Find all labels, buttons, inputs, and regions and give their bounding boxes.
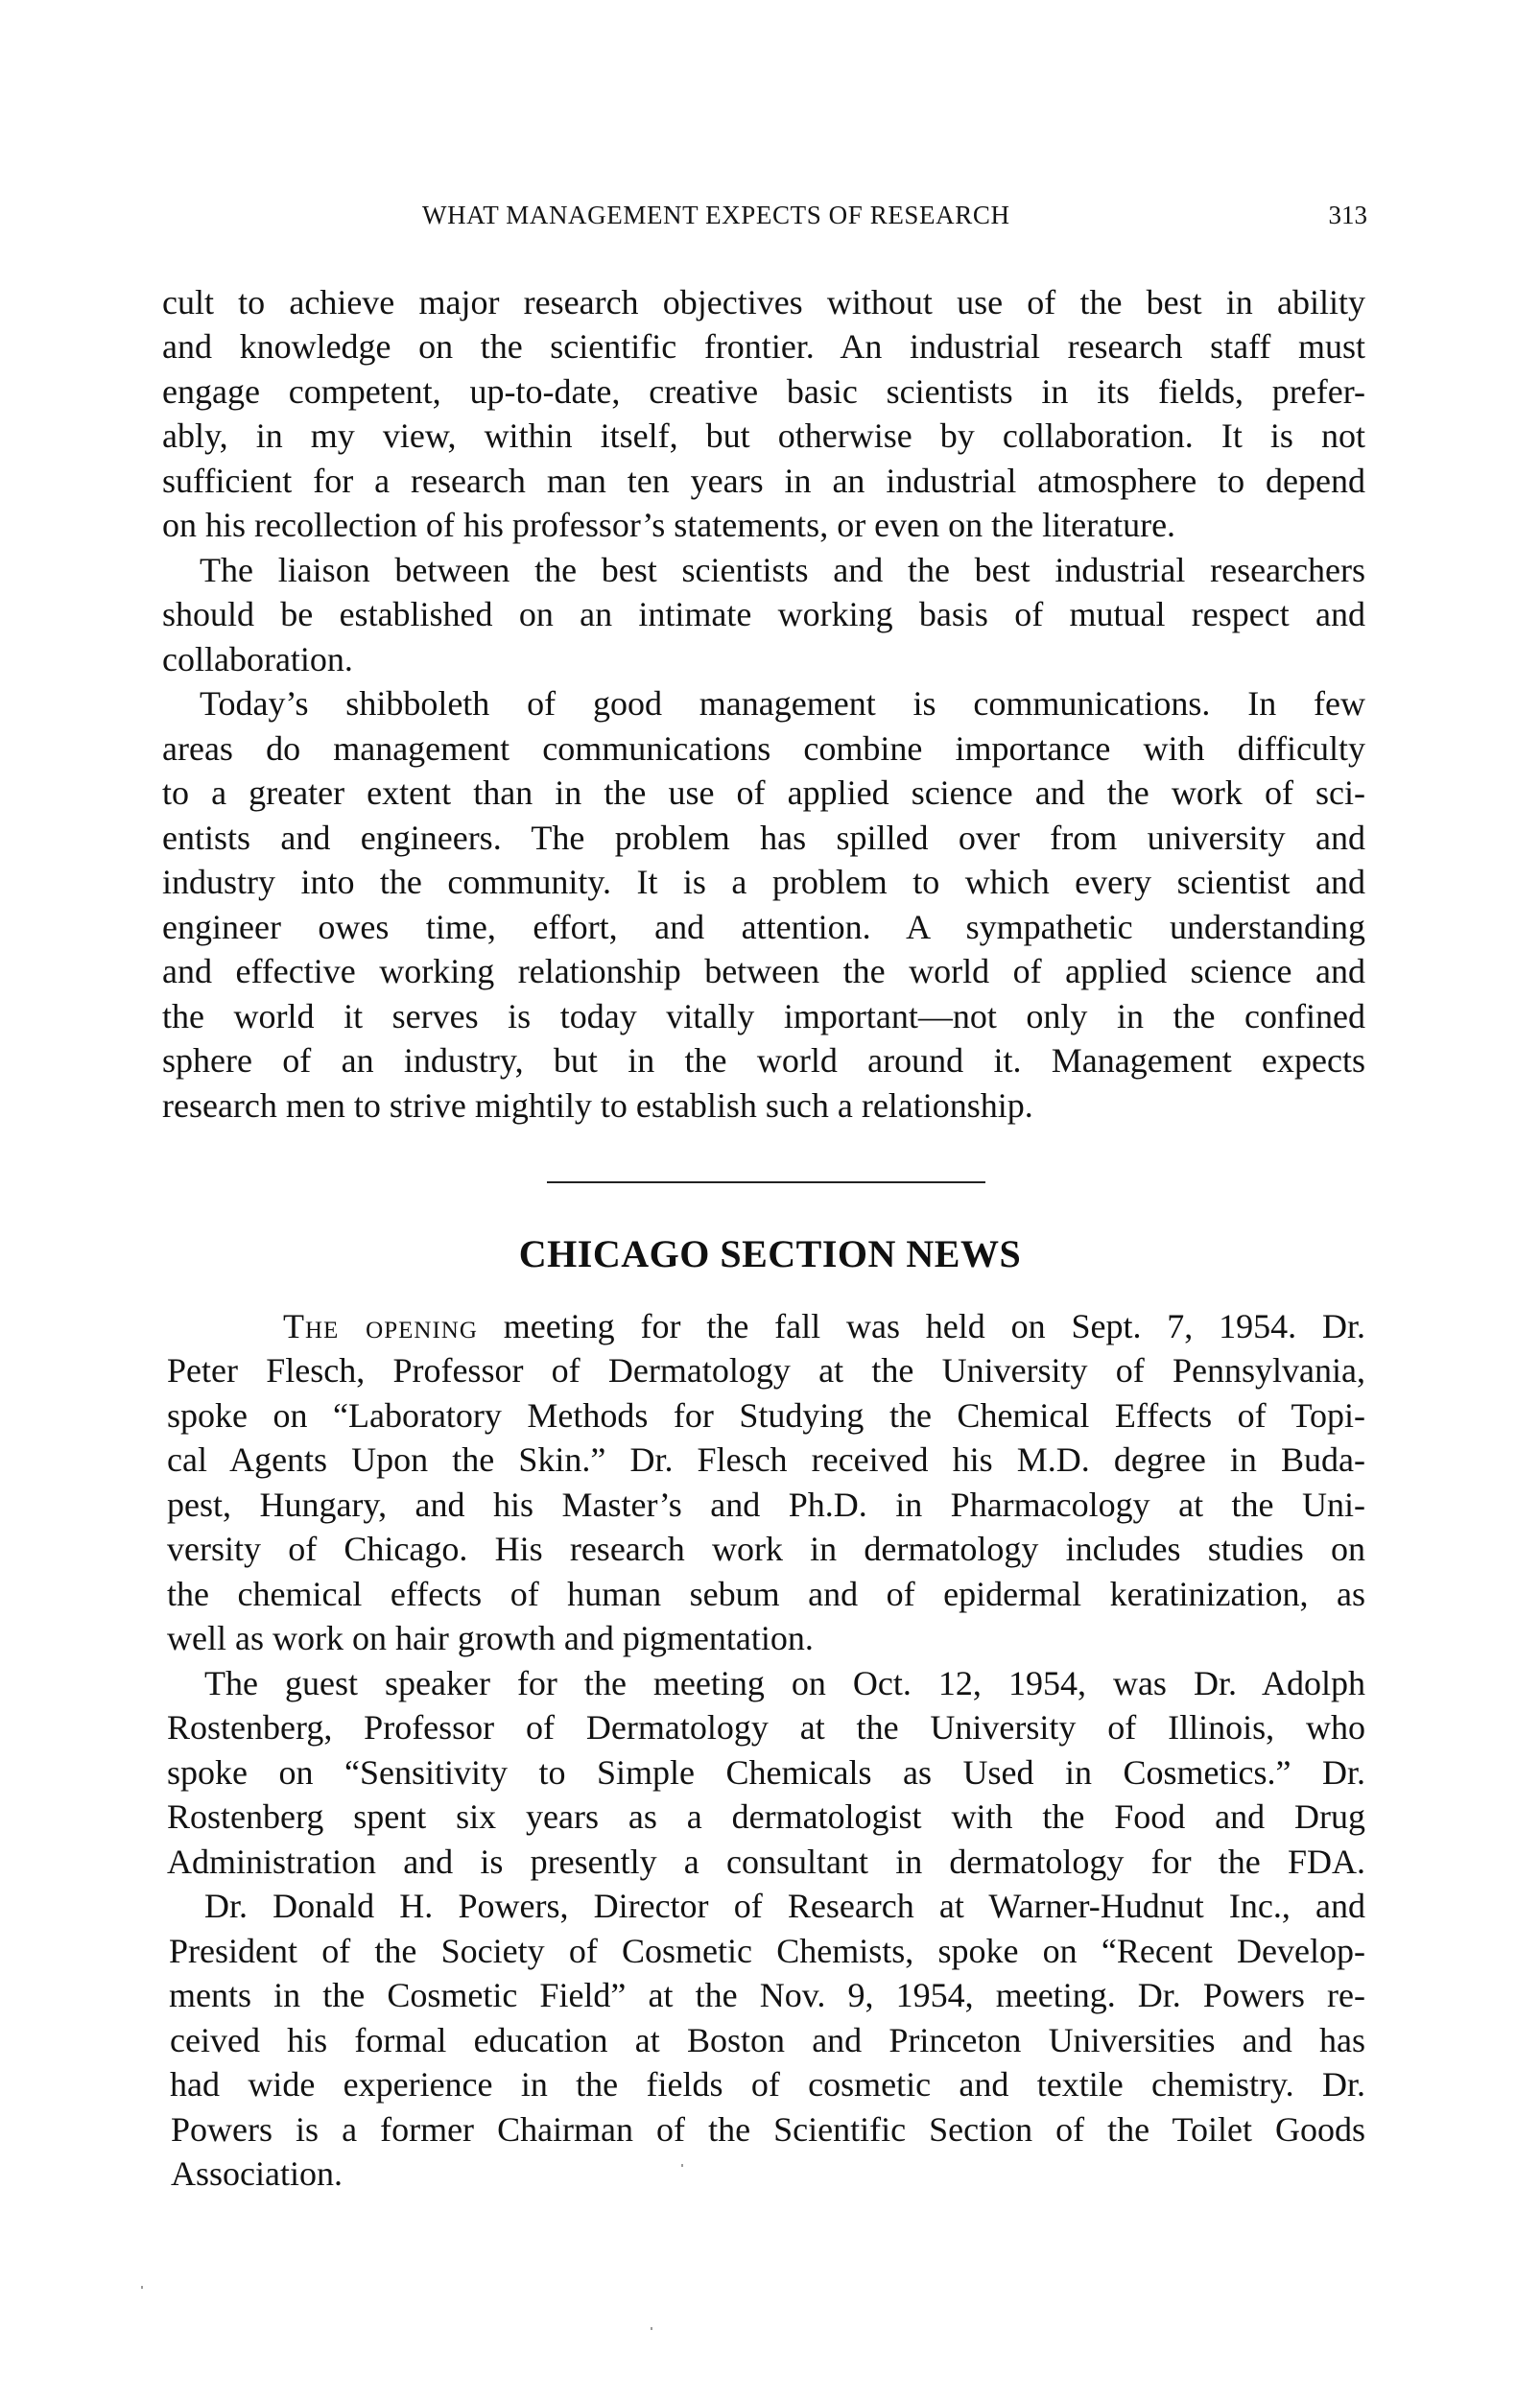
- section-divider-rule: [547, 1181, 985, 1183]
- body-line: Peter Flesch, Professor of Dermatology at the University of Pennsylvania,: [167, 1351, 1365, 1390]
- body-line: on his recollection of his professor’s statements, or even on the literature.: [162, 506, 1176, 544]
- body-line: The liaison between the best scientists and the best industrial researchers: [200, 551, 1365, 589]
- body-line: had wide experience in the fields of cosmetic and textile chemistry. Dr.: [170, 2065, 1365, 2104]
- body-line: ceived his formal education at Boston and Princeton Universities and has: [170, 2021, 1365, 2059]
- section-heading: CHICAGO SECTION NEWS: [518, 1232, 1022, 1275]
- body-line: Administration and is presently a consultant in dermatology for the FDA.: [167, 1843, 1365, 1881]
- body-line: industry into the community. It is a problem to which every scientist and: [162, 863, 1365, 901]
- scan-speck: [681, 2164, 683, 2167]
- body-line: and knowledge on the scientific frontier. An industrial research staff must: [162, 327, 1365, 366]
- body-line: areas do management communications combine importance with difficulty: [162, 729, 1365, 768]
- body-line: Powers is a former Chairman of the Scientific Section of the Toilet Goods: [171, 2110, 1365, 2149]
- body-line: should be established on an intimate working basis of mutual respect and: [162, 595, 1365, 633]
- body-line: ably, in my view, within itself, but otherwise by collaboration. It is not: [162, 416, 1365, 455]
- body-line: to a greater extent than in the use of applied science and the work of sci-: [162, 773, 1365, 812]
- body-line: sufficient for a research man ten years in an industrial atmosphere to depend: [162, 462, 1365, 500]
- body-line: engage competent, up-to-date, creative basic scientists in its fields, prefer-: [162, 372, 1365, 411]
- body-line: engineer owes time, effort, and attention. A sympathetic understanding: [162, 908, 1365, 946]
- body-line: entists and engineers. The problem has spilled over from university and: [162, 819, 1365, 857]
- body-line: sphere of an industry, but in the world around it. Management expects: [162, 1041, 1365, 1080]
- body-line: cal Agents Upon the Skin.” Dr. Flesch received his M.D. degree in Buda-: [167, 1440, 1365, 1479]
- body-line: The guest speaker for the meeting on Oct. 12, 1954, was Dr. Adolph: [204, 1664, 1365, 1702]
- lead-small-caps: The opening: [283, 1307, 478, 1345]
- body-line: ments in the Cosmetic Field” at the Nov. 9, 1954, meeting. Dr. Powers re-: [169, 1976, 1365, 2014]
- body-line: Rostenberg spent six years as a dermatologist with the Food and Drug: [167, 1797, 1365, 1836]
- body-line: spoke on “Laboratory Methods for Studying the Chemical Effects of Topi-: [167, 1396, 1365, 1435]
- body-line: collaboration.: [162, 640, 353, 678]
- running-head-title: WHAT MANAGEMENT EXPECTS OF RESEARCH: [422, 201, 1010, 229]
- body-line: Today’s shibboleth of good management is communications. In few: [200, 684, 1365, 723]
- body-line: President of the Society of Cosmetic Chemists, spoke on “Recent Develop-: [169, 1932, 1365, 1970]
- scan-speck: [651, 2327, 652, 2330]
- body-line: well as work on hair growth and pigmentation.: [167, 1619, 814, 1657]
- body-line: research men to strive mightily to establish such a relationship.: [162, 1086, 1033, 1125]
- lead-line-rest: meeting for the fall was held on Sept. 7, 1954. Dr.: [477, 1307, 1365, 1345]
- body-line: pest, Hungary, and his Master’s and Ph.D. in Pharmacology at the Uni-: [167, 1486, 1365, 1524]
- scan-speck: [141, 2286, 143, 2289]
- body-line: and effective working relationship between the world of applied science and: [162, 952, 1365, 990]
- body-line: Rostenberg, Professor of Dermatology at the University of Illinois, who: [167, 1708, 1365, 1747]
- page-number: 313: [1328, 201, 1367, 229]
- body-line: cult to achieve major research objectives without use of the best in ability: [162, 283, 1365, 321]
- body-line: Dr. Donald H. Powers, Director of Research at Warner-Hudnut Inc., and: [204, 1887, 1365, 1925]
- body-line: spoke on “Sensitivity to Simple Chemicals as Used in Cosmetics.” Dr.: [167, 1753, 1365, 1792]
- body-line: the world it serves is today vitally important—not only in the confined: [162, 997, 1365, 1035]
- body-line: Association.: [171, 2154, 343, 2193]
- body-line-lead: [283, 1304, 1365, 1348]
- body-line: versity of Chicago. His research work in dermatology includes studies on: [167, 1530, 1365, 1568]
- body-line: the chemical effects of human sebum and of epidermal keratinization, as: [167, 1575, 1365, 1613]
